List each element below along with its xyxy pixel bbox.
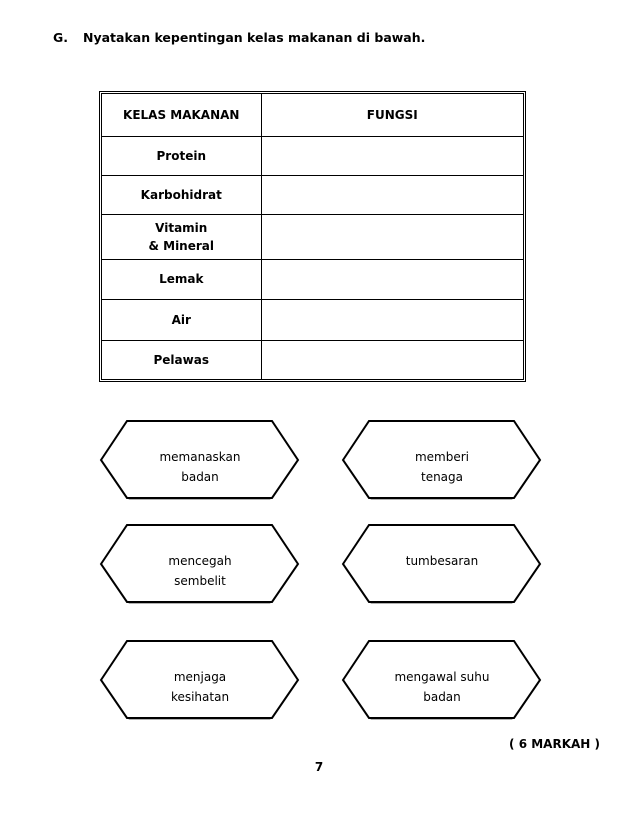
answer-card-memanaskan-badan[interactable] (100, 420, 300, 500)
card-label: tumbesaran (405, 554, 479, 568)
table-row (102, 259, 523, 299)
row-fungsi-answer-cell[interactable] (261, 136, 523, 175)
row-fungsi-answer-cell[interactable] (261, 214, 523, 259)
answer-card-memberi-tenaga[interactable] (342, 420, 542, 500)
row-kelas-cell: Protein (102, 136, 261, 175)
row-kelas-cell: Karbohidrat (102, 175, 261, 214)
answer-card-menjaga-kesihatan[interactable] (100, 640, 300, 720)
marks-label: ( 6 MARKAH ) (509, 737, 600, 751)
question-text: Nyatakan kepentingan kelas makanan di bawah. (83, 30, 426, 45)
card-label: menjaga kesihatan (170, 670, 230, 704)
question-number: G. (53, 30, 69, 45)
row-fungsi-answer-cell[interactable] (261, 299, 523, 340)
answer-card-tumbesaran[interactable] (342, 524, 542, 604)
card-label: memberi tenaga (414, 450, 470, 484)
answer-card-mencegah-sembelit[interactable] (100, 524, 300, 604)
table-header-row (102, 94, 523, 136)
card-label: mengawal suhu badan (394, 670, 490, 704)
card-label: memanaskan badan (159, 450, 241, 484)
card-label: mencegah sembelit (168, 554, 232, 588)
answer-card-mengawal-suhu-badan[interactable] (342, 640, 542, 720)
header-kelas-makanan: KELAS MAKANAN (102, 94, 261, 136)
page-number: 7 (314, 760, 324, 774)
table-row (102, 175, 523, 214)
header-fungsi: FUNGSI (261, 94, 523, 136)
table-row (102, 340, 523, 379)
food-class-table (99, 91, 526, 382)
row-kelas-cell: Vitamin & Mineral (102, 214, 261, 259)
table-row (102, 136, 523, 175)
row-fungsi-answer-cell[interactable] (261, 175, 523, 214)
row-fungsi-answer-cell[interactable] (261, 340, 523, 379)
table-row (102, 299, 523, 340)
row-fungsi-answer-cell[interactable] (261, 259, 523, 299)
row-kelas-cell: Air (102, 299, 261, 340)
row-kelas-cell: Lemak (102, 259, 261, 299)
row-kelas-cell: Pelawas (102, 340, 261, 379)
table-row (102, 214, 523, 259)
question-heading (53, 30, 425, 45)
